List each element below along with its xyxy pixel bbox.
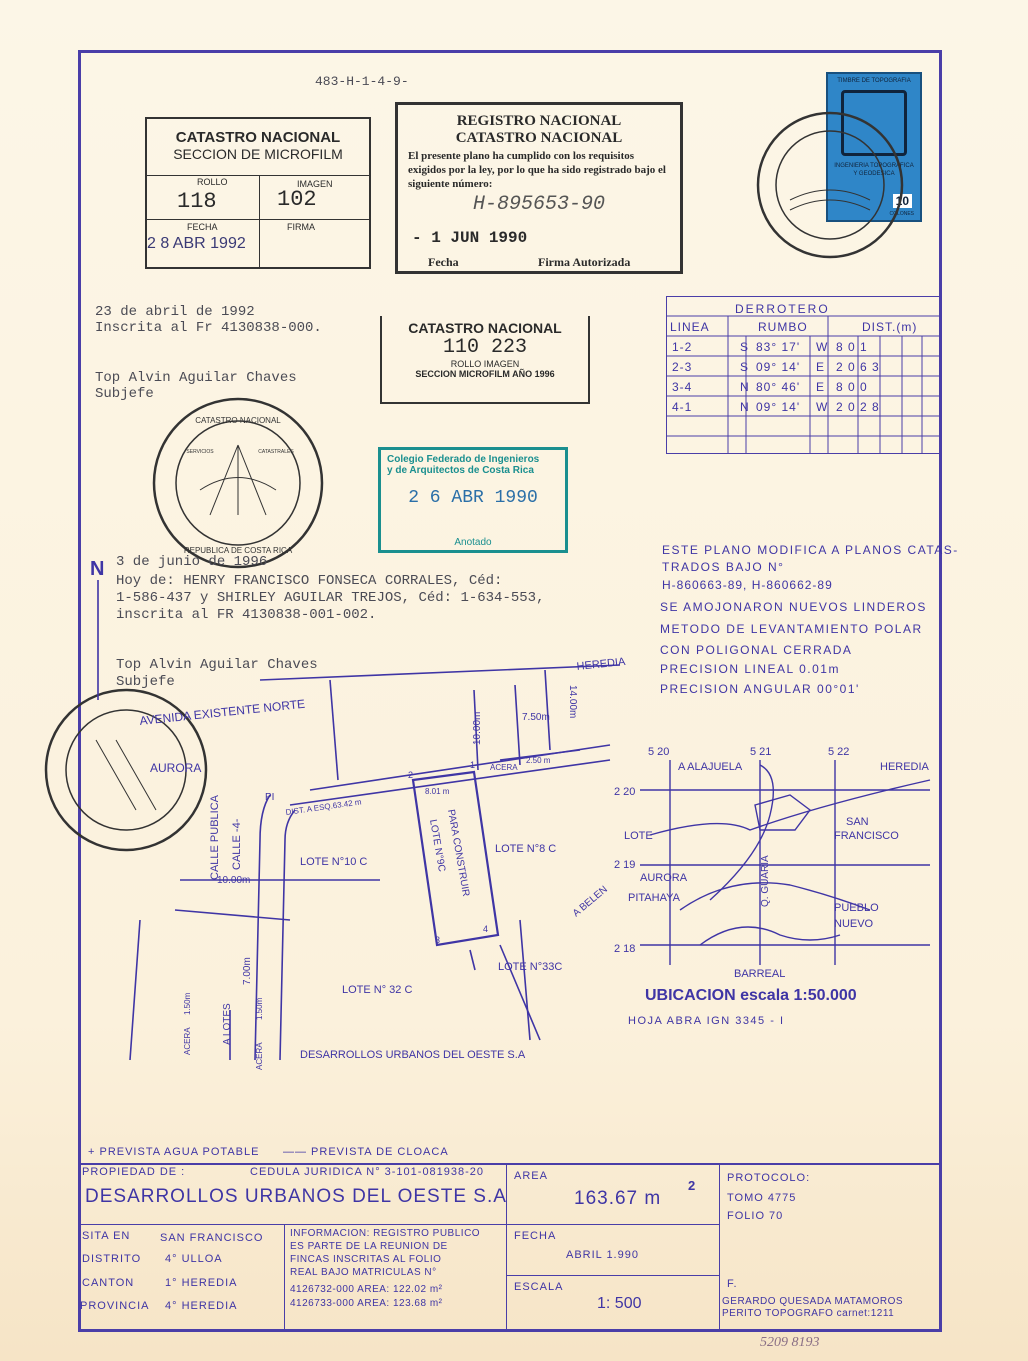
map-pitahaya: PITAHAYA <box>628 892 680 904</box>
fecha-value: 2 8 ABR 1992 <box>147 235 246 252</box>
derrotero-cell-linea: 1-2 <box>672 340 693 354</box>
area-unit-superscript: 2 <box>688 1178 696 1193</box>
timbre-mid: INGENIERIA TOPOGRAFICA Y GEODESICA <box>834 163 914 177</box>
derrotero-cell-s1: N <box>740 380 750 394</box>
seal-right-text: CATASTRALES <box>258 449 294 455</box>
map-barreal: BARREAL <box>734 968 786 980</box>
map-lote: LOTE <box>624 830 653 842</box>
note-1996-line3: 1-586-437 y SHIRLEY AGUILAR TREJOS, Céd: 1-634-553, <box>116 590 545 606</box>
distrito-value: 4° ULLOA <box>165 1253 223 1265</box>
derrotero-cell-linea: 4-1 <box>672 400 693 414</box>
timbre-value: 10 <box>893 194 912 208</box>
sita-value: SAN FRANCISCO <box>160 1232 264 1244</box>
legend-cloaca: —— PREVISTA DE CLOACA <box>283 1146 449 1158</box>
map-san: SAN <box>846 816 869 828</box>
microfilm-stamp-1992 <box>145 117 371 269</box>
plan-vertex-3: 3 <box>435 935 441 945</box>
info-line4: REAL BAJO MATRICULAS N° <box>290 1267 437 1278</box>
plan-d-700: 7.00m <box>242 957 253 985</box>
registro-fecha-label: Fecha <box>428 255 459 269</box>
note-1992-date: 23 de abril de 1992 <box>95 304 255 320</box>
microfilm2-labels: ROLLO IMAGEN <box>450 359 520 369</box>
plan-heredia: HEREDIA <box>576 655 626 673</box>
plan-acera-v2: ACERA <box>255 1042 264 1070</box>
note-precision-lineal: PRECISION LINEAL 0.01m <box>660 662 840 676</box>
map-francisco: FRANCISCO <box>834 830 899 842</box>
canton-value: 1° HEREDIA <box>165 1277 238 1289</box>
derrotero-cell-s1: S <box>740 360 750 374</box>
area-value: 163.67 m <box>574 1188 662 1209</box>
registro-subtitle: CATASTRO NACIONAL <box>455 130 623 146</box>
seal-left-text: SERVICIOS <box>186 449 214 455</box>
map-guaria: Q. GUARIA <box>760 855 771 907</box>
owner-name: DESARROLLOS URBANOS DEL OESTE S.A <box>85 1186 507 1207</box>
derrotero-cell-s2: W <box>816 400 829 414</box>
note-metodo: METODO DE LEVANTAMIENTO POLAR <box>660 622 923 636</box>
plan-d-801: 8.01 m <box>425 787 450 796</box>
plan-calle-4: CALLE -4- <box>231 818 243 870</box>
derrotero-cell-ang: 09° 14' <box>756 400 801 414</box>
seal-top-right <box>750 100 910 270</box>
plan-vertex-4: 4 <box>483 924 489 934</box>
map-heredia: HEREDIA <box>880 761 929 773</box>
derrotero-cell-s2: E <box>816 380 826 394</box>
plan-lote-32c: LOTE N° 32 C <box>342 984 413 996</box>
microfilm2-title: CATASTRO NACIONAL <box>408 320 562 336</box>
colegio-line1: Colegio Federado de Ingenieros <box>387 454 540 465</box>
stamp-subtitle: SECCION DE MICROFILM <box>173 146 343 162</box>
registro-nacional-stamp <box>395 102 683 274</box>
plan-lote-10c: LOTE N°10 C <box>300 856 368 868</box>
colegio-date: 2 6 ABR 1990 <box>408 488 538 508</box>
info-line3: FINCAS INSCRITAS AL FOLIO <box>290 1254 442 1265</box>
registro-title: REGISTRO NACIONAL <box>456 113 622 129</box>
derrotero-cell-dist: 8 0 1 <box>836 340 868 354</box>
microfilm-stamp-1996 <box>380 316 590 404</box>
map-pueblo: PUEBLO <box>834 902 879 914</box>
plan-d-1000: 10.00m <box>217 875 251 886</box>
note-1996-subjefe: Subjefe <box>116 674 175 690</box>
registro-body: El presente plano ha cumplido con los requisitos exigidos por la ley, por lo que ha sido registrado bajo el siguiente número: <box>408 150 666 190</box>
colegio-anotado: Anotado <box>454 537 492 548</box>
imagen-value: 102 <box>277 187 317 212</box>
fecha-label: FECHA <box>514 1230 557 1242</box>
fecha-label: FECHA <box>187 222 218 232</box>
note-trados: TRADOS BAJO N° <box>662 560 785 574</box>
derrotero-title: DERROTERO <box>735 302 830 316</box>
derrotero-header-linea: LINEA <box>670 320 710 334</box>
perito-carnet: PERITO TOPOGRAFO carnet:1211 <box>722 1308 895 1319</box>
north-label: N <box>90 558 105 580</box>
firma-f-label: F. <box>727 1278 738 1290</box>
note-1992-subjefe: Subjefe <box>95 386 154 402</box>
note-amojonaron: SE AMOJONARON NUEVOS LINDEROS <box>660 600 927 614</box>
registro-number: H-895653-90 <box>472 193 606 216</box>
plan-desarrollos: DESARROLLOS URBANOS DEL OESTE S.A <box>300 1049 526 1061</box>
derrotero-cell-dist: 8 0 0 <box>836 380 868 394</box>
derrotero-cell-ang: 83° 17' <box>756 340 801 354</box>
note-1996-date: 3 de junio de 1996 <box>116 554 268 570</box>
plan-lote-9c: LOTE N°9C <box>427 818 448 873</box>
firma-label: FIRMA <box>287 222 315 232</box>
note-1996-line2: Hoy de: HENRY FRANCISCO FONSECA CORRALES, Céd: <box>116 573 503 589</box>
plan-avenida: AVENIDA EXISTENTE NORTE <box>138 696 306 728</box>
sita-label: SITA EN <box>82 1230 131 1242</box>
derrotero-cell-ang: 09° 14' <box>756 360 801 374</box>
plan-lote-33c: LOTE N°33C <box>498 961 563 973</box>
area-label: AREA <box>514 1170 548 1182</box>
plan-d-150b: 1.50m <box>255 997 264 1020</box>
folio: FOLIO 70 <box>727 1210 784 1222</box>
imagen-label: IMAGEN <box>297 179 333 189</box>
colegio-line2: y de Arquitectos de Costa Rica <box>387 465 534 476</box>
plan-calle-publica: CALLE PUBLICA <box>209 795 221 880</box>
bottom-handwritten-note: 5209 8193 <box>760 1335 820 1350</box>
plan-d-150a: 1.50m <box>183 992 192 1015</box>
stamp-title: CATASTRO NACIONAL <box>175 129 341 146</box>
propiedad-label: PROPIEDAD DE : <box>82 1166 186 1178</box>
derrotero-cell-s1: N <box>740 400 750 414</box>
map-c220: 2 20 <box>614 786 636 798</box>
plan-d-10: 10.00m <box>472 711 483 745</box>
plan-dist-esq: DIST. A ESQ.63.42 m <box>285 797 363 817</box>
timbre-top: TIMBRE DE TOPOGRAFIA <box>837 78 911 84</box>
protocolo-label: PROTOCOLO: <box>727 1172 811 1184</box>
map-alajuela: A ALAJUELA <box>678 761 743 773</box>
plan-d-750: 7.50m <box>522 712 550 723</box>
rollo-value: 118 <box>177 189 217 214</box>
provincia-label: PROVINCIA <box>80 1300 150 1312</box>
plan-vertex-2: 2 <box>408 770 414 780</box>
plan-d-14: 14.00m <box>567 685 578 719</box>
info-line6: 4126733-000 AREA: 123.68 m² <box>290 1298 443 1309</box>
derrotero-cell-ang: 80° 46' <box>756 380 801 394</box>
map-c521: 5 21 <box>750 746 772 758</box>
derrotero-header-dist: DIST.(m) <box>862 320 918 334</box>
escala-value: 1: 500 <box>597 1295 642 1312</box>
plan-a-lotes: A LOTES <box>222 1003 233 1045</box>
map-c520: 5 20 <box>648 746 670 758</box>
note-precision-angular: PRECISION ANGULAR 00°01' <box>660 682 860 696</box>
document-reference: 483-H-1-4-9- <box>315 74 409 89</box>
map-aurora: AURORA <box>640 872 688 884</box>
registro-date: - 1 JUN 1990 <box>412 229 528 247</box>
perito-name: GERARDO QUESADA MATAMOROS <box>722 1296 904 1307</box>
plan-vertex-1: 1 <box>470 760 476 770</box>
derrotero-cell-linea: 2-3 <box>672 360 693 374</box>
distrito-label: DISTRITO <box>82 1253 142 1265</box>
plan-aurora: AURORA <box>150 761 202 775</box>
property-plan <box>80 540 640 1080</box>
map-nuevo: NUEVO <box>834 918 874 930</box>
fecha-value: ABRIL 1.990 <box>566 1249 639 1261</box>
info-line5: 4126732-000 AREA: 122.02 m² <box>290 1284 443 1295</box>
map-c522: 5 22 <box>828 746 850 758</box>
plan-d-250: 2.50 m <box>526 756 551 765</box>
map-c219: 2 19 <box>614 859 636 871</box>
microfilm2-numbers: 110 223 <box>442 336 527 359</box>
plan-para-construir: PARA CONSTRUIR <box>445 808 472 898</box>
cedula-juridica: CEDULA JURIDICA N° 3-101-081938-20 <box>250 1166 485 1178</box>
registro-firma-label: Firma Autorizada <box>538 255 631 269</box>
legend-agua: + PREVISTA AGUA POTABLE <box>88 1146 260 1158</box>
plan-lote-8c: LOTE N°8 C <box>495 843 557 855</box>
microfilm2-bottom: SECCION MICROFILM AÑO 1996 <box>415 369 555 379</box>
plan-acera-v1: ACERA <box>183 1027 192 1055</box>
seal-bottom-text: REPUBLICA DE COSTA RICA <box>183 546 293 555</box>
derrotero-grid <box>666 296 942 454</box>
plan-pi: PI <box>265 792 275 803</box>
note-1992-inscrita: Inscrita al Fr 4130838-000. <box>95 320 322 336</box>
derrotero-cell-dist: 2 0 2 8 <box>836 400 880 414</box>
derrotero-header-rumbo: RUMBO <box>758 320 808 334</box>
map-belen: A BELEN <box>570 884 610 920</box>
colegio-stamp <box>378 447 568 553</box>
tomo: TOMO 4775 <box>727 1192 797 1204</box>
timbre-unit: COLONES <box>889 211 914 217</box>
note-1996-line4: inscrita al FR 4130838-001-002. <box>116 607 377 623</box>
note-1996-top: Top Alvin Aguilar Chaves <box>116 657 318 673</box>
provincia-value: 4° HEREDIA <box>165 1300 238 1312</box>
ubicacion-hoja: HOJA ABRA IGN 3345 - I <box>628 1015 785 1027</box>
plan-acera: ACERA <box>490 763 518 772</box>
escala-label: ESCALA <box>514 1281 564 1293</box>
derrotero-cell-dist: 2 0 6 3 <box>836 360 880 374</box>
note-modifica: ESTE PLANO MODIFICA A PLANOS CATAS- <box>662 543 959 557</box>
note-poligonal: CON POLIGONAL CERRADA <box>660 643 853 657</box>
seal-ring-text: CATASTRO NACIONAL <box>195 416 281 425</box>
rollo-label: ROLLO <box>197 177 228 187</box>
note-planos: H-860663-89, H-860662-89 <box>662 578 833 592</box>
note-1992-top: Top Alvin Aguilar Chaves <box>95 370 297 386</box>
ubicacion-title: UBICACION escala 1:50.000 <box>645 987 857 1004</box>
derrotero-cell-linea: 3-4 <box>672 380 693 394</box>
derrotero-cell-s2: W <box>816 340 829 354</box>
map-c218: 2 18 <box>614 943 636 955</box>
canton-label: CANTON <box>82 1277 135 1289</box>
derrotero-cell-s2: E <box>816 360 826 374</box>
derrotero-cell-s1: S <box>740 340 750 354</box>
info-line1: INFORMACION: REGISTRO PUBLICO <box>290 1228 481 1239</box>
info-line2: ES PARTE DE LA REUNION DE <box>290 1241 448 1252</box>
